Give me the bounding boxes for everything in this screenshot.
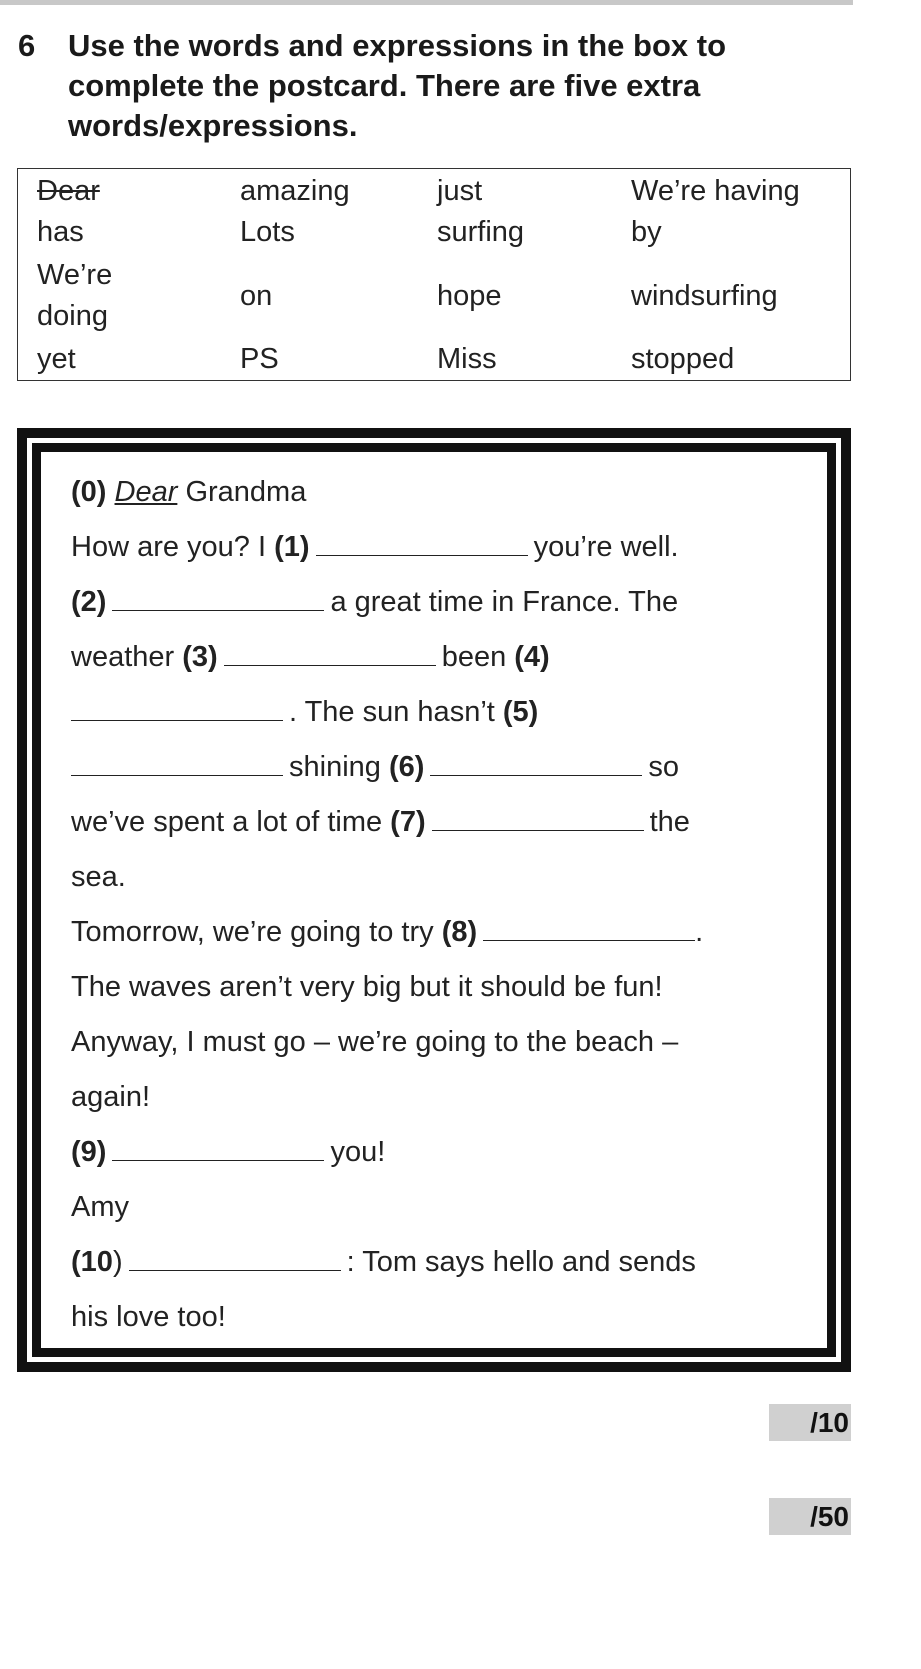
postcard-text-segment: we’ve spent a lot of time <box>71 806 383 838</box>
top-divider <box>0 0 853 5</box>
answer-blank-6[interactable] <box>430 751 642 776</box>
postcard-text-segment: weather <box>71 641 175 673</box>
word-cell-crossed: Dear <box>37 175 100 207</box>
answer-blank-10[interactable] <box>129 1246 341 1271</box>
word-cell: has <box>37 216 84 248</box>
postcard-text-segment: been <box>441 641 507 673</box>
word-cell: hope <box>437 279 502 312</box>
postcard-text-segment: Anyway, I must go – we’re going to the beach – <box>71 1026 679 1058</box>
word-row <box>18 212 850 253</box>
postcard-line <box>71 575 801 630</box>
postcard-text-segment: sea. <box>71 861 126 893</box>
postcard-line <box>71 960 801 1015</box>
example-answer: Dear <box>114 476 178 508</box>
word-cell: yet <box>37 343 76 375</box>
postcard-line <box>71 520 801 575</box>
postcard-text-segment: . <box>695 916 704 948</box>
postcard-line <box>71 795 801 850</box>
postcard-line <box>71 905 801 960</box>
postcard-text-segment: Grandma <box>185 476 307 508</box>
instruction-text: Use the words and expressions in the box to complete the postcard. There are five extra words/expressions. <box>68 28 727 143</box>
postcard-text-segment: again! <box>71 1081 151 1113</box>
word-row <box>18 253 850 339</box>
gap-number: (10) <box>71 1246 123 1278</box>
gap-number: (4) <box>514 641 550 673</box>
word-cell: by <box>631 216 662 248</box>
answer-blank-2[interactable] <box>112 586 324 611</box>
postcard-text-segment: . The sun hasn’t <box>289 696 495 728</box>
answer-blank-8[interactable] <box>483 916 695 941</box>
postcard-line <box>71 685 801 740</box>
word-row <box>18 169 850 212</box>
postcard-text-segment: How are you? I <box>71 531 267 563</box>
word-cell: We’re having <box>631 175 800 207</box>
postcard-text-segment: you’re well. <box>533 531 679 563</box>
word-cell: amazing <box>240 175 350 207</box>
gap-number: (0) <box>71 476 107 508</box>
postcard-line <box>71 1290 801 1345</box>
gap-number: (8) <box>441 916 478 948</box>
postcard-text-segment: the <box>649 806 690 838</box>
postcard-text-segment: The waves aren’t very big but it should be fun! <box>71 971 663 1003</box>
section-score-box: /10 <box>769 1404 851 1441</box>
postcard-text-segment: a great time in France. The <box>330 586 679 618</box>
signature-name: Amy <box>71 1191 129 1223</box>
total-score-box: /50 <box>769 1498 851 1535</box>
exercise-number: 6 <box>18 28 36 63</box>
word-cell: windsurfing <box>631 279 778 312</box>
gap-number: (9) <box>71 1136 107 1168</box>
answer-blank-7[interactable] <box>432 806 644 831</box>
answer-blank-5[interactable] <box>71 751 283 776</box>
word-cell: stopped <box>631 343 735 375</box>
word-cell: on <box>240 279 273 312</box>
postcard-line <box>71 1235 801 1290</box>
gap-number: (6) <box>388 751 425 783</box>
postcard-line <box>71 850 801 905</box>
word-cell: surfing <box>437 216 525 248</box>
postcard-text-segment: his love too! <box>71 1301 226 1333</box>
word-cell: PS <box>240 343 279 375</box>
postcard-line <box>71 740 801 795</box>
postcard-text-segment: Tomorrow, we’re going to try <box>71 916 434 948</box>
gap-number: (3) <box>182 641 218 673</box>
postcard-line <box>71 465 801 520</box>
word-cell: just <box>437 175 483 207</box>
postcard-line <box>71 1070 801 1125</box>
word-cell: Miss <box>437 343 497 375</box>
word-cell: We’re doing <box>37 259 113 332</box>
postcard-text-segment: so <box>648 751 680 783</box>
gap-number: (5) <box>502 696 539 728</box>
postcard-text-segment: : Tom says hello and sends <box>346 1246 696 1278</box>
postcard-line <box>71 630 801 685</box>
word-row <box>18 339 850 380</box>
word-cell: Lots <box>240 216 295 248</box>
postcard-text-segment: you! <box>330 1136 386 1168</box>
gap-number: (7) <box>390 806 426 838</box>
postcard-text <box>71 465 801 1345</box>
answer-blank-1[interactable] <box>316 531 528 556</box>
answer-blank-4[interactable] <box>71 696 283 721</box>
answer-blank-9[interactable] <box>112 1136 324 1161</box>
word-table <box>18 169 850 380</box>
postcard-line <box>71 1125 801 1180</box>
word-box <box>17 168 851 381</box>
postcard-text-segment: shining <box>289 751 381 783</box>
gap-number: (1) <box>274 531 310 563</box>
postcard-line <box>71 1180 801 1235</box>
postcard-line <box>71 1015 801 1070</box>
gap-number: (2) <box>71 586 107 618</box>
answer-blank-3[interactable] <box>224 641 436 666</box>
